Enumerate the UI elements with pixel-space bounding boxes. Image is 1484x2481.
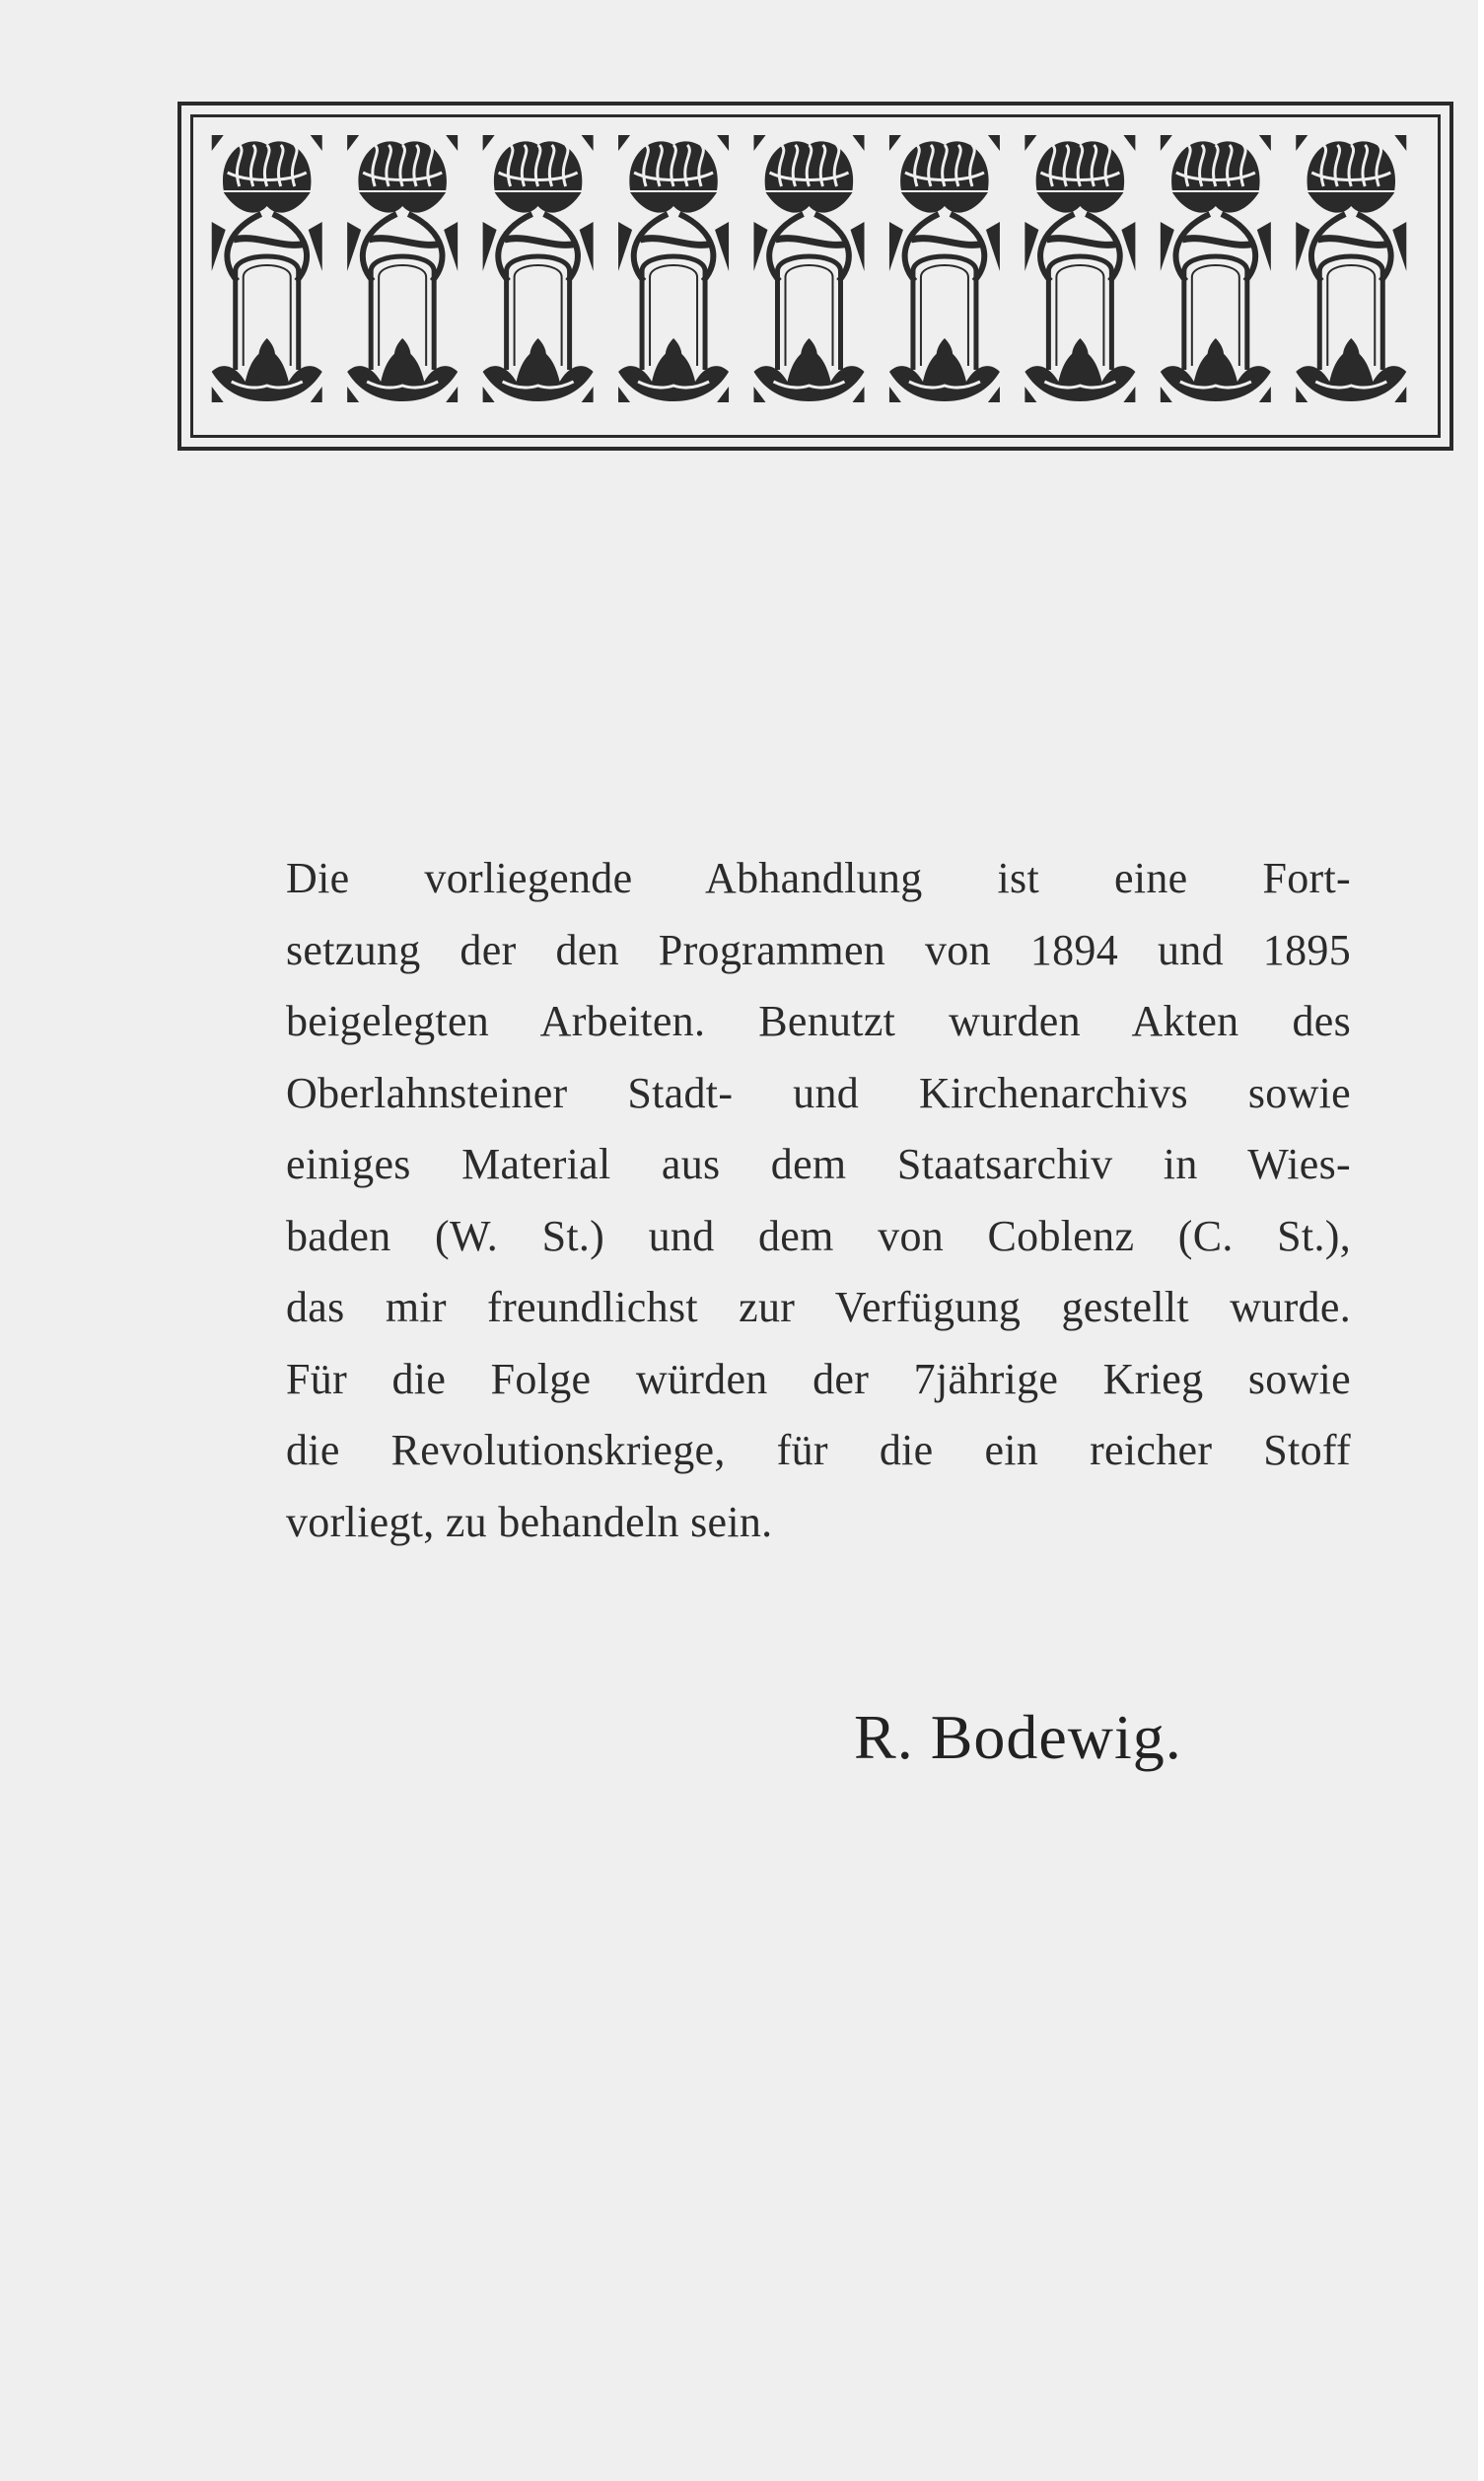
decorative-header-frame	[177, 102, 1453, 451]
floral-motif	[483, 135, 594, 402]
floral-motif	[212, 135, 322, 402]
floral-motif	[618, 135, 729, 402]
paragraph-line: einiges Material aus dem Staatsarchiv in Wies-	[286, 1140, 1351, 1188]
paragraph-line: die Revolutionskriege, für die ein reicher Stoff	[286, 1426, 1351, 1474]
paragraph-line: Die vorliegende Abhandlung ist eine Fort-	[286, 854, 1351, 902]
floral-motif	[1296, 135, 1406, 402]
paragraph-line: vorliegt, zu behandeln sein.	[286, 1497, 773, 1546]
paragraph-line: das mir freundlichst zur Verfügung gestellt wurde.	[286, 1283, 1351, 1331]
paragraph-line: setzung der den Programmen von 1894 und 1895	[286, 925, 1351, 974]
floral-motif	[889, 135, 1000, 402]
paragraph-line: Für die Folge würden der 7jährige Krieg sowie	[286, 1354, 1351, 1403]
floral-motif	[347, 135, 458, 402]
floral-motif	[1161, 135, 1271, 402]
paragraph-line: Oberlahnsteiner Stadt- und Kirchenarchivs sowie	[286, 1068, 1351, 1117]
preface-paragraph	[286, 843, 1351, 1558]
floral-motif	[754, 135, 865, 402]
art-nouveau-floral-band	[199, 123, 1419, 414]
paragraph-line: baden (W. St.) und dem von Coblenz (C. St.),	[286, 1211, 1351, 1260]
page-edge	[1478, 0, 1484, 2481]
author-signature: R. Bodewig.	[854, 1702, 1182, 1772]
paragraph-line: beigelegten Arbeiten. Benutzt wurden Akten des	[286, 997, 1351, 1045]
floral-motif	[1025, 135, 1135, 402]
